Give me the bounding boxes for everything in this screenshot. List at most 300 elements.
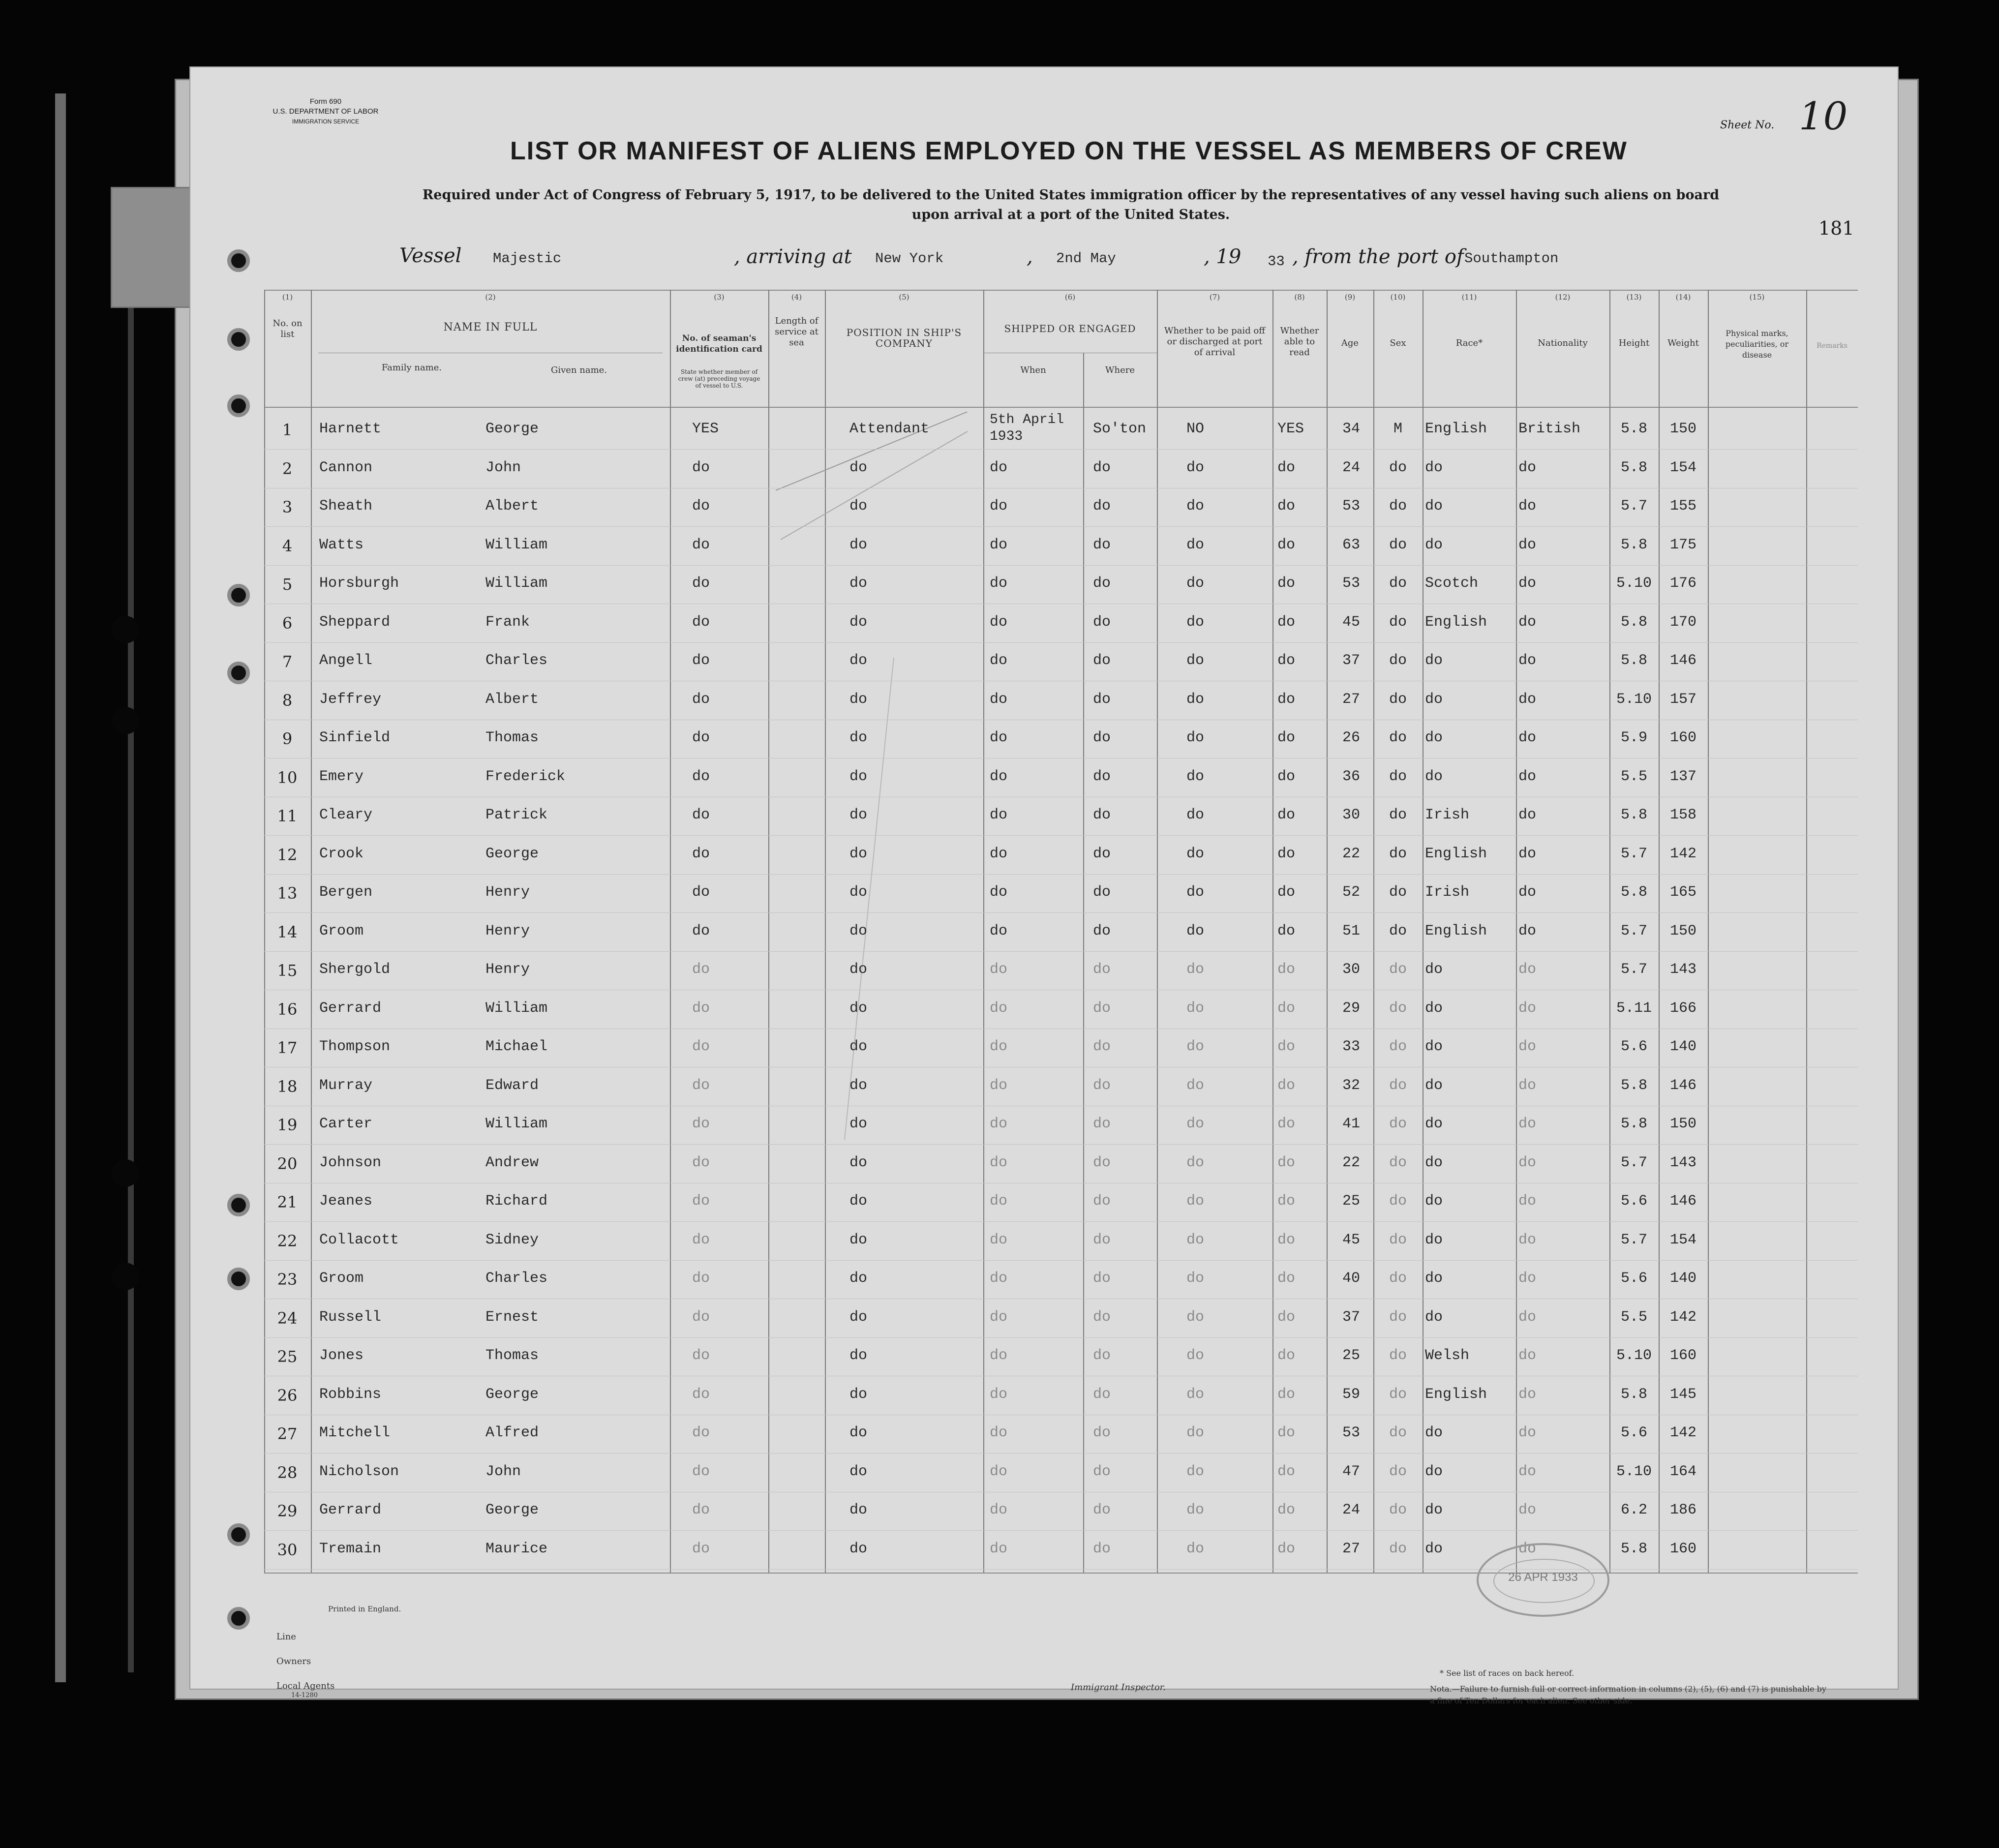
cell-shipped-where: do bbox=[1093, 1154, 1111, 1171]
stamp-date: 26 APR 1933 bbox=[1508, 1571, 1578, 1584]
col-paid-header: Whether to be paid off or discharged at port of arrival bbox=[1164, 326, 1266, 358]
cell-family-name: Carter bbox=[319, 1116, 373, 1132]
line-label: Line bbox=[276, 1632, 296, 1642]
cell-row-number: 18 bbox=[277, 1077, 298, 1096]
cell-family-name: Crook bbox=[319, 845, 364, 862]
cell-sex: do bbox=[1389, 613, 1407, 631]
cell-family-name: Johnson bbox=[319, 1154, 382, 1171]
col-1-number: (1) bbox=[282, 293, 293, 302]
cell-nationality: do bbox=[1518, 1463, 1537, 1480]
cell-shipped-where: do bbox=[1093, 1347, 1111, 1364]
cell-seaman-card: do bbox=[692, 1116, 710, 1132]
cell-shipped-when: do bbox=[990, 1193, 1008, 1210]
table-row bbox=[190, 605, 1900, 643]
cell-nationality: do bbox=[1518, 575, 1537, 592]
cell-shipped-where: do bbox=[1093, 845, 1111, 862]
col-height-header: Height bbox=[1618, 338, 1650, 348]
cell-height: 5.8 bbox=[1620, 1116, 1647, 1132]
cell-race: do bbox=[1425, 729, 1443, 746]
cell-nationality: British bbox=[1518, 421, 1581, 437]
col-9-number: (9) bbox=[1344, 293, 1356, 302]
vessel-name: Majestic bbox=[493, 250, 562, 267]
cell-race: do bbox=[1425, 1540, 1443, 1557]
manifest-page bbox=[189, 66, 1899, 1705]
cell-height: 5.8 bbox=[1620, 421, 1647, 437]
cell-weight: 142 bbox=[1669, 1308, 1696, 1326]
cell-paid-off: do bbox=[1186, 652, 1205, 669]
cell-family-name: Mitchell bbox=[319, 1424, 391, 1441]
cell-height: 5.8 bbox=[1620, 1540, 1647, 1557]
cell-shipped-where: So'ton bbox=[1093, 421, 1147, 437]
cell-given-name: William bbox=[485, 536, 548, 553]
row-rule bbox=[264, 1453, 1858, 1454]
cell-height: 5.6 bbox=[1620, 1270, 1647, 1287]
cell-weight: 155 bbox=[1669, 498, 1696, 515]
cell-sex: do bbox=[1389, 845, 1407, 862]
cell-shipped-when: do bbox=[990, 1038, 1008, 1055]
table-row bbox=[190, 682, 1900, 721]
cell-nationality: do bbox=[1518, 1270, 1537, 1287]
cell-shipped-when: do bbox=[990, 1463, 1008, 1480]
row-rule bbox=[264, 565, 1858, 566]
cell-able-to-read: do bbox=[1277, 1270, 1296, 1287]
cell-able-to-read: do bbox=[1277, 961, 1296, 978]
cell-position: do bbox=[849, 575, 868, 592]
cell-race: Irish bbox=[1425, 884, 1470, 901]
cell-able-to-read: do bbox=[1277, 1502, 1296, 1518]
cell-sex: do bbox=[1389, 807, 1407, 823]
col-card-header: No. of seaman's identification card bbox=[676, 333, 762, 354]
row-rule bbox=[264, 1260, 1858, 1261]
col-15-number: (15) bbox=[1749, 293, 1765, 302]
cell-nationality: do bbox=[1518, 536, 1537, 553]
cell-paid-off: NO bbox=[1186, 421, 1205, 437]
cell-shipped-where: do bbox=[1093, 1231, 1111, 1248]
cell-weight: 146 bbox=[1669, 1077, 1696, 1094]
cell-given-name: Patrick bbox=[485, 807, 548, 823]
cell-given-name: George bbox=[485, 845, 539, 862]
cell-height: 5.8 bbox=[1620, 459, 1647, 476]
cell-race: English bbox=[1425, 845, 1487, 862]
form-identifier bbox=[264, 97, 387, 126]
cell-shipped-when: do bbox=[990, 691, 1008, 708]
printed-note: Printed in England. bbox=[328, 1605, 401, 1613]
binding-hole bbox=[112, 616, 139, 643]
cell-seaman-card: do bbox=[692, 1193, 710, 1210]
cell-given-name: Edward bbox=[485, 1077, 539, 1094]
cell-shipped-where: do bbox=[1093, 1000, 1111, 1017]
cell-row-number: 16 bbox=[277, 1000, 298, 1019]
cell-shipped-when: do bbox=[990, 1000, 1008, 1017]
cell-family-name: Thompson bbox=[319, 1038, 391, 1055]
cell-shipped-where: do bbox=[1093, 1308, 1111, 1326]
cell-age: 24 bbox=[1342, 1502, 1360, 1518]
table-row bbox=[190, 489, 1900, 527]
cell-age: 45 bbox=[1342, 1231, 1360, 1248]
table-header-rule bbox=[264, 407, 1858, 408]
cell-nationality: do bbox=[1518, 613, 1537, 631]
cell-age: 51 bbox=[1342, 922, 1360, 939]
table-row bbox=[190, 1146, 1900, 1184]
cell-paid-off: do bbox=[1186, 1347, 1205, 1364]
cell-shipped-where: do bbox=[1093, 575, 1111, 592]
cell-position: do bbox=[849, 652, 868, 669]
cell-position: do bbox=[849, 1463, 868, 1480]
table-row bbox=[190, 566, 1900, 605]
cell-seaman-card: do bbox=[692, 1038, 710, 1055]
cell-paid-off: do bbox=[1186, 613, 1205, 631]
form-number: Form 690 bbox=[309, 97, 342, 106]
film-edge-left bbox=[55, 93, 66, 1682]
family-name-header: Family name. bbox=[381, 363, 442, 373]
table-row bbox=[190, 759, 1900, 798]
cell-nationality: do bbox=[1518, 961, 1537, 978]
cell-race: do bbox=[1425, 1502, 1443, 1518]
cell-position: do bbox=[849, 807, 868, 823]
row-rule bbox=[264, 1569, 1858, 1570]
cell-given-name: Alfred bbox=[485, 1424, 539, 1441]
cell-nationality: do bbox=[1518, 459, 1537, 476]
table-row bbox=[190, 914, 1900, 952]
cell-height: 5.10 bbox=[1616, 1347, 1652, 1364]
cell-height: 5.7 bbox=[1620, 1154, 1647, 1171]
cell-race: Welsh bbox=[1425, 1347, 1470, 1364]
cell-given-name: Thomas bbox=[485, 1347, 539, 1364]
cell-row-number: 29 bbox=[277, 1502, 298, 1520]
cell-able-to-read: do bbox=[1277, 1231, 1296, 1248]
cell-sex: do bbox=[1389, 1347, 1407, 1364]
cell-position: Attendant bbox=[849, 421, 930, 437]
cell-position: do bbox=[849, 1502, 868, 1518]
table-row bbox=[190, 1454, 1900, 1493]
cell-race: do bbox=[1425, 1308, 1443, 1326]
film-edge-left-inner bbox=[128, 187, 134, 1672]
cell-position: do bbox=[849, 1193, 868, 1210]
cell-seaman-card: do bbox=[692, 729, 710, 746]
cell-shipped-when: do bbox=[990, 1270, 1008, 1287]
cell-nationality: do bbox=[1518, 768, 1537, 785]
cell-given-name: Richard bbox=[485, 1193, 548, 1210]
cell-age: 36 bbox=[1342, 768, 1360, 785]
cell-shipped-when: do bbox=[990, 961, 1008, 978]
cell-able-to-read: do bbox=[1277, 613, 1296, 631]
table-bottom-rule bbox=[264, 1573, 1858, 1574]
cell-position: do bbox=[849, 498, 868, 515]
cell-shipped-where: do bbox=[1093, 1502, 1111, 1518]
cell-family-name: Bergen bbox=[319, 884, 373, 901]
cell-age: 52 bbox=[1342, 884, 1360, 901]
row-rule bbox=[264, 835, 1858, 836]
cell-position: do bbox=[849, 1270, 868, 1287]
cell-race: do bbox=[1425, 1154, 1443, 1171]
cell-seaman-card: do bbox=[692, 613, 710, 631]
table-row bbox=[190, 1184, 1900, 1222]
cell-position: do bbox=[849, 1386, 868, 1403]
cell-nationality: do bbox=[1518, 1000, 1537, 1017]
cell-shipped-when: do bbox=[990, 459, 1008, 476]
cell-shipped-where: do bbox=[1093, 1540, 1111, 1557]
sheet-label: Sheet No. bbox=[1720, 119, 1775, 131]
cell-family-name: Groom bbox=[319, 922, 364, 939]
cell-sex: do bbox=[1389, 1463, 1407, 1480]
cell-height: 5.5 bbox=[1620, 768, 1647, 785]
sheet-number: 10 bbox=[1799, 94, 1848, 139]
cell-position: do bbox=[849, 729, 868, 746]
cell-age: 53 bbox=[1342, 1424, 1360, 1441]
col-weight-header: Weight bbox=[1667, 338, 1699, 348]
binding-hole bbox=[227, 249, 250, 272]
cell-shipped-when: do bbox=[990, 536, 1008, 553]
cell-shipped-when: do bbox=[990, 768, 1008, 785]
cell-given-name: Charles bbox=[485, 1270, 548, 1287]
cell-shipped-where: do bbox=[1093, 498, 1111, 515]
cell-age: 37 bbox=[1342, 652, 1360, 669]
from-port-label: , from the port of bbox=[1292, 245, 1464, 268]
cell-given-name: Andrew bbox=[485, 1154, 539, 1171]
cell-given-name: Sidney bbox=[485, 1231, 539, 1248]
cell-sex: do bbox=[1389, 1077, 1407, 1094]
arrival-port: New York bbox=[875, 250, 944, 267]
table-row bbox=[190, 528, 1900, 566]
cell-weight: 142 bbox=[1669, 845, 1696, 862]
table-row bbox=[190, 1068, 1900, 1107]
col-7-number: (7) bbox=[1209, 293, 1220, 302]
cell-shipped-when: do bbox=[990, 1540, 1008, 1557]
cell-age: 25 bbox=[1342, 1193, 1360, 1210]
row-rule bbox=[264, 874, 1858, 875]
cell-given-name: George bbox=[485, 1502, 539, 1518]
cell-paid-off: do bbox=[1186, 1231, 1205, 1248]
cell-weight: 145 bbox=[1669, 1386, 1696, 1403]
row-rule bbox=[264, 449, 1858, 450]
col-11-number: (11) bbox=[1461, 293, 1477, 302]
nota-note: Nota.—Failure to furnish full or correct information in columns (2), (5), (6) and (7) is punishable by a fine of Ten Dollars for each alien. See other side. bbox=[1430, 1684, 1826, 1705]
cell-shipped-when: do bbox=[990, 729, 1008, 746]
cell-family-name: Tremain bbox=[319, 1540, 382, 1557]
cell-age: 26 bbox=[1342, 729, 1360, 746]
cell-row-number: 3 bbox=[282, 498, 293, 516]
cell-position: do bbox=[849, 768, 868, 785]
cell-sex: do bbox=[1389, 1116, 1407, 1132]
cell-family-name: Emery bbox=[319, 768, 364, 785]
cell-shipped-when: do bbox=[990, 884, 1008, 901]
cell-given-name: Frederick bbox=[485, 768, 566, 785]
cell-given-name: Albert bbox=[485, 691, 539, 708]
cell-given-name: George bbox=[485, 1386, 539, 1403]
cell-age: 22 bbox=[1342, 1154, 1360, 1171]
cell-family-name: Collacott bbox=[319, 1231, 399, 1248]
cell-shipped-where: do bbox=[1093, 768, 1111, 785]
cell-weight: 146 bbox=[1669, 652, 1696, 669]
cell-race: do bbox=[1425, 459, 1443, 476]
cell-weight: 170 bbox=[1669, 613, 1696, 631]
cell-sex: do bbox=[1389, 884, 1407, 901]
cell-shipped-when: do bbox=[990, 922, 1008, 939]
cell-paid-off: do bbox=[1186, 1038, 1205, 1055]
table-row bbox=[190, 1493, 1900, 1531]
cell-family-name: Russell bbox=[319, 1308, 382, 1326]
cell-shipped-where: do bbox=[1093, 652, 1111, 669]
cell-height: 5.6 bbox=[1620, 1424, 1647, 1441]
cell-position: do bbox=[849, 1231, 868, 1248]
cell-given-name: Frank bbox=[485, 613, 530, 631]
cell-age: 53 bbox=[1342, 498, 1360, 515]
col-6-number: (6) bbox=[1064, 293, 1076, 302]
cell-given-name: Charles bbox=[485, 652, 548, 669]
table-row bbox=[190, 1377, 1900, 1416]
cell-age: 41 bbox=[1342, 1116, 1360, 1132]
table-row bbox=[190, 798, 1900, 836]
cell-paid-off: do bbox=[1186, 1463, 1205, 1480]
table-top-rule bbox=[264, 290, 1858, 291]
cell-able-to-read: do bbox=[1277, 807, 1296, 823]
cell-race: do bbox=[1425, 691, 1443, 708]
cell-able-to-read: do bbox=[1277, 845, 1296, 862]
cell-row-number: 15 bbox=[277, 961, 298, 980]
cell-race: do bbox=[1425, 1463, 1443, 1480]
cell-shipped-when: do bbox=[990, 1386, 1008, 1403]
cell-shipped-where: do bbox=[1093, 1463, 1111, 1480]
page-number: 181 bbox=[1818, 217, 1854, 239]
cell-seaman-card: YES bbox=[692, 421, 719, 437]
cell-age: 40 bbox=[1342, 1270, 1360, 1287]
cell-race: English bbox=[1425, 613, 1487, 631]
cell-shipped-when: do bbox=[990, 652, 1008, 669]
cell-height: 5.10 bbox=[1616, 575, 1652, 592]
cell-sex: do bbox=[1389, 1502, 1407, 1518]
cell-sex: do bbox=[1389, 1193, 1407, 1210]
cell-age: 59 bbox=[1342, 1386, 1360, 1403]
cell-paid-off: do bbox=[1186, 1540, 1205, 1557]
cell-race: do bbox=[1425, 536, 1443, 553]
cell-paid-off: do bbox=[1186, 536, 1205, 553]
cell-position: do bbox=[849, 845, 868, 862]
cell-able-to-read: do bbox=[1277, 1116, 1296, 1132]
document-subtitle: Required under Act of Congress of February 5, 1917, to be delivered to the United States immigration officer by the representatives of any vessel having such aliens on board upon arrival at a port of the United States. bbox=[422, 187, 1720, 222]
cell-race: English bbox=[1425, 922, 1487, 939]
cell-shipped-where: do bbox=[1093, 1424, 1111, 1441]
cell-age: 34 bbox=[1342, 421, 1360, 437]
cell-family-name: Shergold bbox=[319, 961, 391, 978]
cell-weight: 157 bbox=[1669, 691, 1696, 708]
cell-nationality: do bbox=[1518, 922, 1537, 939]
cell-row-number: 19 bbox=[277, 1116, 298, 1134]
cell-row-number: 17 bbox=[277, 1038, 298, 1057]
cell-sex: do bbox=[1389, 1386, 1407, 1403]
cell-shipped-when: do bbox=[990, 613, 1008, 631]
shipped-when-header: When bbox=[1020, 365, 1046, 375]
cell-weight: 160 bbox=[1669, 729, 1696, 746]
col-no-header: No. on list bbox=[273, 318, 303, 339]
cell-shipped-when: do bbox=[990, 498, 1008, 515]
table-row bbox=[190, 875, 1900, 913]
cell-age: 37 bbox=[1342, 1308, 1360, 1326]
local-agents-code: 14-1280 bbox=[291, 1692, 318, 1699]
cell-family-name: Sheath bbox=[319, 498, 373, 515]
cell-position: do bbox=[849, 1116, 868, 1132]
cell-sex: do bbox=[1389, 1270, 1407, 1287]
row-rule bbox=[264, 1530, 1858, 1531]
row-rule bbox=[264, 1144, 1858, 1145]
cell-seaman-card: do bbox=[692, 961, 710, 978]
cell-shipped-when: do bbox=[990, 807, 1008, 823]
cell-row-number: 9 bbox=[282, 729, 293, 748]
cell-able-to-read: do bbox=[1277, 652, 1296, 669]
cell-sex: do bbox=[1389, 768, 1407, 785]
cell-weight: 140 bbox=[1669, 1038, 1696, 1055]
cell-race: do bbox=[1425, 1116, 1443, 1132]
cell-position: do bbox=[849, 459, 868, 476]
cell-sex: do bbox=[1389, 1038, 1407, 1055]
cell-row-number: 8 bbox=[282, 691, 293, 710]
cell-able-to-read: do bbox=[1277, 1463, 1296, 1480]
cell-seaman-card: do bbox=[692, 691, 710, 708]
cell-height: 5.8 bbox=[1620, 536, 1647, 553]
table-row bbox=[190, 451, 1900, 489]
cell-height: 5.10 bbox=[1616, 1463, 1652, 1480]
cell-age: 27 bbox=[1342, 1540, 1360, 1557]
table-row bbox=[190, 837, 1900, 875]
col-card-note: State whether member of crew (at) preceding voyage of vessel to U.S. bbox=[678, 368, 760, 389]
cell-shipped-when: do bbox=[990, 1347, 1008, 1364]
cell-race: do bbox=[1425, 652, 1443, 669]
cell-family-name: Sinfield bbox=[319, 729, 391, 746]
cell-shipped-where: do bbox=[1093, 1193, 1111, 1210]
cell-weight: 143 bbox=[1669, 961, 1696, 978]
cell-weight: 158 bbox=[1669, 807, 1696, 823]
cell-given-name: Maurice bbox=[485, 1540, 548, 1557]
arrival-year: 33 bbox=[1268, 253, 1285, 270]
cell-age: 45 bbox=[1342, 613, 1360, 631]
cell-shipped-where: do bbox=[1093, 807, 1111, 823]
row-rule bbox=[264, 642, 1858, 643]
cell-seaman-card: do bbox=[692, 1540, 710, 1557]
cell-family-name: Watts bbox=[319, 536, 364, 553]
cell-family-name: Murray bbox=[319, 1077, 373, 1094]
cell-height: 5.7 bbox=[1620, 1231, 1647, 1248]
cell-sex: do bbox=[1389, 498, 1407, 515]
cell-paid-off: do bbox=[1186, 884, 1205, 901]
binding-hole bbox=[112, 707, 139, 734]
cell-age: 30 bbox=[1342, 807, 1360, 823]
cell-weight: 166 bbox=[1669, 1000, 1696, 1017]
cell-height: 5.8 bbox=[1620, 884, 1647, 901]
cell-shipped-where: do bbox=[1093, 922, 1111, 939]
shipped-where-header: Where bbox=[1105, 365, 1135, 375]
cell-able-to-read: do bbox=[1277, 1424, 1296, 1441]
cell-height: 5.7 bbox=[1620, 845, 1647, 862]
cell-family-name: Harnett bbox=[319, 421, 382, 437]
row-rule bbox=[264, 912, 1858, 913]
cell-weight: 146 bbox=[1669, 1193, 1696, 1210]
cell-position: do bbox=[849, 1308, 868, 1326]
cell-paid-off: do bbox=[1186, 575, 1205, 592]
cell-race: do bbox=[1425, 1000, 1443, 1017]
cell-row-number: 14 bbox=[277, 922, 298, 941]
cell-race: English bbox=[1425, 1386, 1487, 1403]
cell-seaman-card: do bbox=[692, 1154, 710, 1171]
cell-nationality: do bbox=[1518, 1424, 1537, 1441]
cell-sex: do bbox=[1389, 1231, 1407, 1248]
table-row bbox=[190, 1338, 1900, 1377]
cell-nationality: do bbox=[1518, 1193, 1537, 1210]
office-stamp bbox=[1477, 1540, 1609, 1617]
cell-family-name: Sheppard bbox=[319, 613, 391, 631]
cell-weight: 143 bbox=[1669, 1154, 1696, 1171]
cell-able-to-read: do bbox=[1277, 536, 1296, 553]
cell-paid-off: do bbox=[1186, 691, 1205, 708]
cell-row-number: 22 bbox=[277, 1231, 298, 1250]
